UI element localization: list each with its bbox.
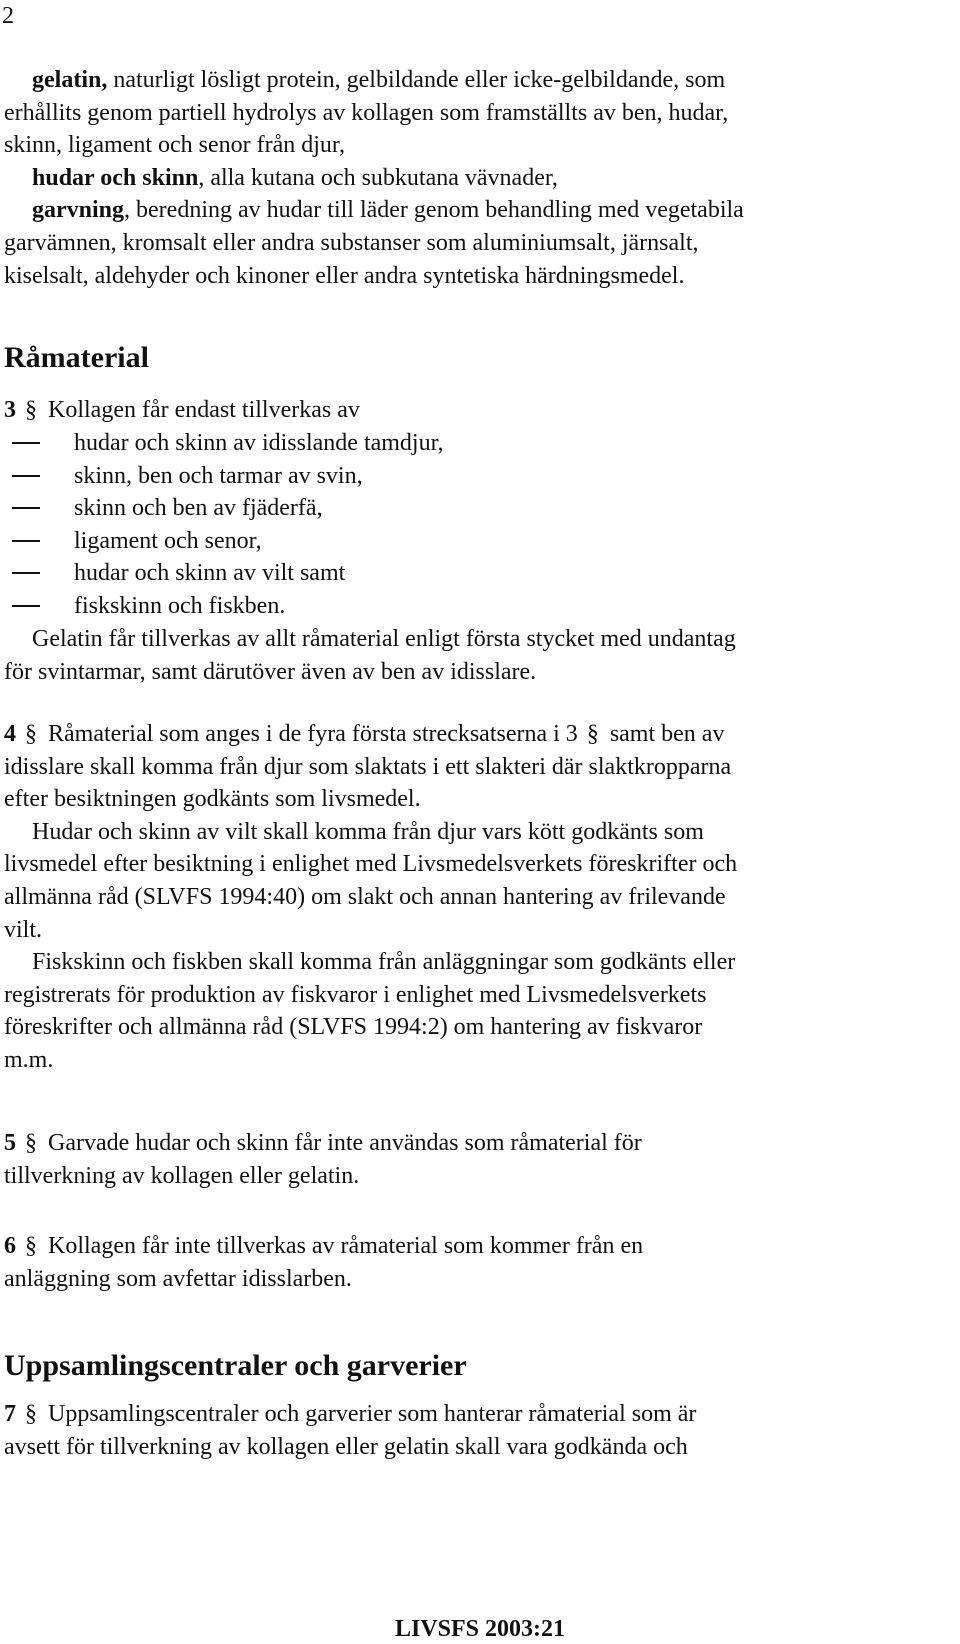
paragraph-first-line [4,1127,956,1160]
paragraph-text: Hudar och skinn av vilt skall komma från djur vars kött godkänts som [32,818,704,845]
document-footer: LIVSFS 2003:21 [394,1616,566,1642]
section-number: 3 [4,397,16,423]
paragraph-text: Garvade hudar och skinn får inte användas som råmaterial för [48,1130,642,1156]
paragraph-text: Gelatin får tillverkas av allt råmaterial enligt första stycket med undantag [32,626,736,652]
definition-text: skinn, ligament och senor från djur, [4,132,345,159]
definition-text: garvämnen, kromsalt eller andra substanser som aluminiumsalt, järnsalt, [4,229,699,256]
raw-material-list [4,427,954,623]
list-item-text: hudar och skinn av idisslande tamdjur, [74,430,444,456]
paragraph-text: efter besiktningen godkänts som livsmedel. [4,786,421,813]
definition-term: gelatin, [32,67,108,93]
paragraph-4 [4,718,956,1077]
list-item [4,492,954,525]
paragraph-text: Fiskskinn och fiskben skall komma från anläggningar som godkänts eller [32,949,736,976]
paragraph-text: avsett för tillverkning av kollagen eller gelatin skall vara godkända och [4,1433,688,1460]
definition-term: garvning [32,197,125,224]
dash-icon [12,507,40,509]
list-item-text: skinn och ben av fjäderfä, [74,495,323,522]
list-item-text: hudar och skinn av vilt samt [74,560,346,587]
section-sign-icon: § [586,721,599,747]
dash-icon [12,572,40,574]
paragraph-text: livsmedel efter besiktning i enlighet med Livsmedelsverkets föreskrifter och [4,851,738,878]
list-item [4,557,954,590]
dash-icon [12,475,40,477]
paragraph-first-line [4,1230,956,1263]
section-sign-icon: § [25,721,37,747]
definition-text: kiselsalt, aldehyder och kinoner eller andra syntetiska härdningsmedel. [4,262,685,289]
paragraph-3 [4,394,956,427]
section-number: 4 [4,721,16,747]
list-item-text: fiskskinn och fiskben. [74,592,286,619]
definition-gelatin [0,64,956,97]
dash-icon [12,605,40,607]
paragraph-6 [4,1230,956,1295]
page-number: 2 [2,3,14,29]
paragraph-text: registrerats för produktion av fiskvaror i enlighet med Livsmedelsverkets [4,981,707,1008]
list-item [4,590,954,623]
list-item [4,460,954,493]
list-item [4,427,954,460]
definition-term: hudar och skinn [32,164,199,191]
section-sign-icon: § [25,1233,37,1259]
paragraph-text: anläggning som avfettar idisslarben. [4,1265,352,1292]
paragraph-text: Uppsamlingscentraler och garverier som hanterar råmaterial som är [48,1401,697,1427]
definition-text: , beredning av hudar till läder genom behandling med vegetabila [124,197,744,224]
paragraph-text: Kollagen får inte tillverkas av råmaterial som kommer från en [48,1233,644,1259]
dash-icon [12,540,40,542]
paragraph-text: m.m. [4,1046,54,1073]
paragraph-first-line [4,1398,956,1431]
dash-icon [12,442,40,444]
paragraph-first-line [4,718,956,751]
section-number: 7 [4,1401,16,1427]
paragraph-7 [4,1398,956,1463]
section-number: 6 [4,1233,16,1259]
paragraph-5 [4,1127,956,1192]
definition-text: , alla kutana och subkutana vävnader, [198,164,558,191]
paragraph-text: tillverkning av kollagen eller gelatin. [4,1162,360,1189]
section-sign-icon: § [25,1130,37,1156]
paragraph-text: samt ben av [609,721,725,747]
list-item-text: ligament och senor, [74,527,262,554]
heading-uppsamlingscentraler: Uppsamlingscentraler och garverier [4,1349,467,1382]
section-sign-icon: § [25,397,37,423]
definitions-block [0,64,956,292]
paragraph-text: allmänna råd (SLVFS 1994:40) om slakt och annan hantering av frilevande [4,883,726,910]
definition-text: erhållits genom partiell hydrolys av kollagen som framställts av ben, hudar, [4,99,729,126]
list-item-text: skinn, ben och tarmar av svin, [74,462,363,489]
paragraph-text: föreskrifter och allmänna råd (SLVFS 1994:2) om hantering av fiskvaror [4,1014,703,1041]
definition-text: naturligt lösligt protein, gelbildande eller icke-gelbildande, som [107,67,726,93]
section-sign-icon: § [25,1401,37,1427]
paragraph-text: Råmaterial som anges i de fyra första strecksatserna i 3 [48,721,578,747]
section-number: 5 [4,1130,16,1156]
definition-hudar [0,162,956,195]
list-item [4,525,954,558]
heading-ramaterial: Råmaterial [4,341,149,374]
paragraph-text: Kollagen får endast tillverkas av [48,397,360,423]
definition-garvning [0,194,956,227]
paragraph-text: vilt. [4,916,43,943]
paragraph-text: för svintarmar, samt därutöver även av ben av idisslare. [4,658,537,685]
paragraph-text: idisslare skall komma från djur som slaktats i ett slakteri där slaktkropparna [4,753,732,780]
paragraph-3-continued [4,623,956,688]
